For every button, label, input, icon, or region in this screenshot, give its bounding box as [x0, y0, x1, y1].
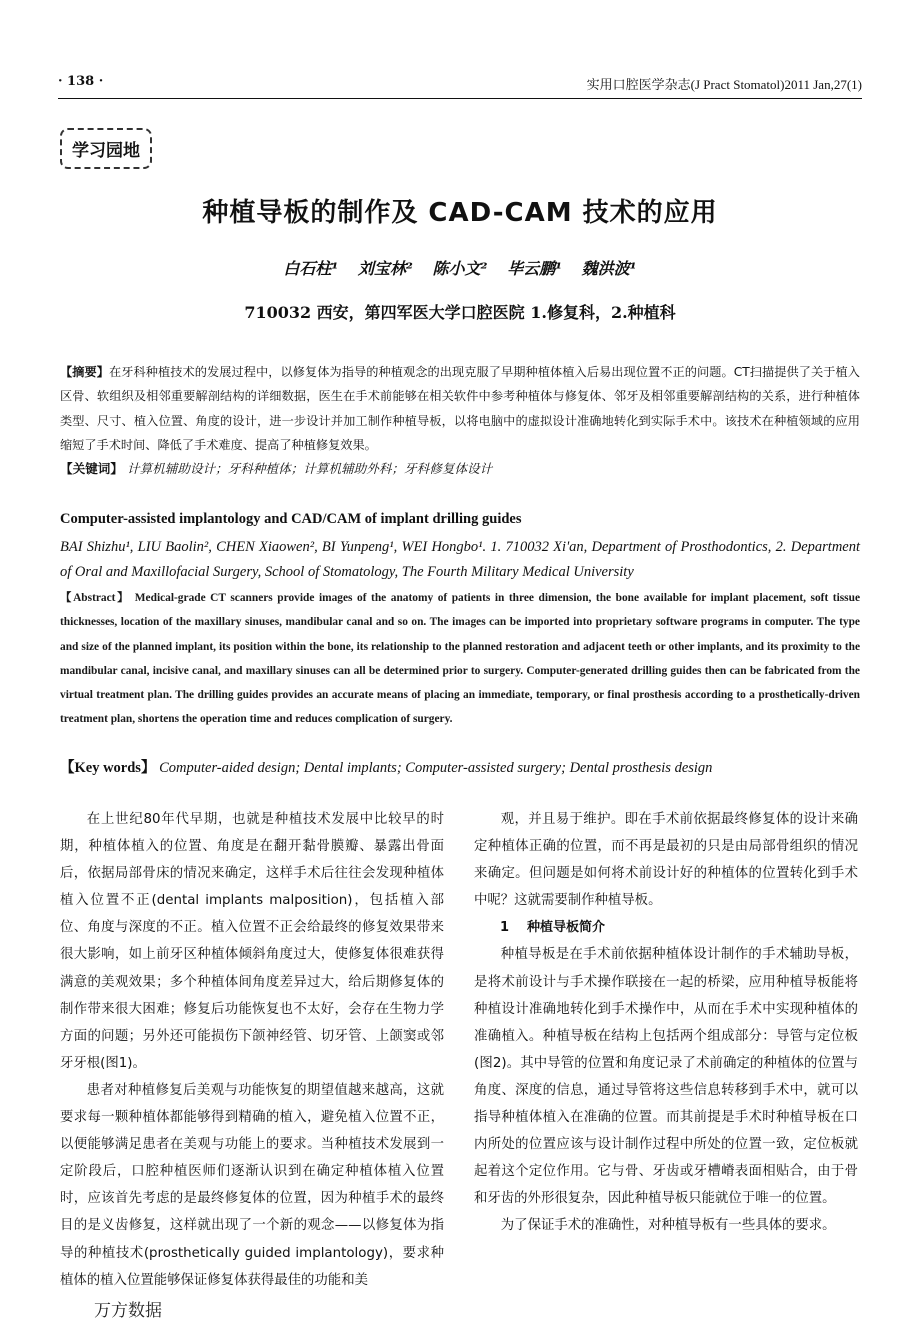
watermark: 万方数据 [94, 1301, 162, 1321]
body-paragraph: 种植导板是在手术前依据种植体设计制作的手术辅助导板，是将术前设计与手术操作联接在一起的桥梁，应用种植导板能将种植设计准确地转化到手术操作中，从而在手术中实现种植体的准确植入。种植导板在结构上包括两个组成部分：导管与定位板(图2)。其中导管的位置和角度记录了术前确定的种植体的位置与角度、深度的信息，通过导管将这些信息转移到手术中，就可以指导种植体植入在准确的位置。而其前提是手术时种植导板在口内所处的位置应该与设计制作过程中所处的位置一致，定位板就起着这个定位作用。它与骨、牙齿或牙槽嵴表面相贴合，由于骨和牙齿的外形很复杂，因此种植导板只能就位于唯一的位置。 [474, 947, 858, 1207]
section-heading [474, 914, 858, 941]
chinese-keywords [60, 458, 860, 480]
running-header [58, 74, 862, 96]
page-number: · 138 · [58, 74, 104, 89]
body-paragraph: 观，并且易于维护。即在手术前依据最终修复体的设计来确定种植体正确的位置，而不再是最初的只是由局部骨组织的情况来确定。但问题是如何将术前设计好的种植体的位置转化到手术中呢？这就需要制作种植导板。 [474, 812, 858, 909]
english-abstract-label: 【Abstract】 [60, 592, 131, 604]
english-abstract-text: Medical-grade CT scanners provide images of the anatomy of patients in three dimension, the bone available for implant placement, soft tissue thicknesses, location of the maxillary sinuses, mandibular canal and so on. The images can be imported into proprietary software programs in computer. The type and size of the planned implant, its position within the bone, its relationship to the planned restoration and adjacent teeth or other implants, and its proximity to the mandibular canal, incisive canal, and maxillary sinuses can all be determined prior to surgery. Computer-generated drilling guides then can be fabricated from the virtual treatment plan. The drilling guides provides an accurate means of placing an immediate, temporary, or final prosthesis according to a prosthetically-driven treatment plan, shortens the operation time and reduces complication of surgery. [60, 592, 861, 726]
body-column-right [474, 806, 858, 1240]
abstract-text: 在牙科种植技术的发展过程中，以修复体为指导的种植观念的出现克服了早期种植体植入后易出现位置不正的问题。CT扫描提供了关于植入区骨、软组织及相邻重要解剖结构的详细数据，医生在手术前能够在相关软件中参考种植体与修复体、邻牙及相邻重要解剖结构的关系，进行种植体类型、尺寸、植入位置、角度的设计，进一步设计并加工制作种植导板，以将电脑中的虚拟设计准确地转化到实际手术中。该技术在种植领域的应用缩短了手术时间、降低了手术难度、提高了种植修复效果。 [60, 365, 860, 452]
keywords-label: 【关键词】 [60, 461, 123, 476]
english-abstract [60, 586, 860, 732]
journal-citation: 实用口腔医学杂志(J Pract Stomatol)2011 Jan,27(1) [586, 77, 862, 92]
section-number: 1 [500, 920, 510, 936]
section-tag: 学习园地 [60, 128, 152, 169]
header-rule [58, 98, 862, 99]
english-keywords-label: 【Key words】 [60, 760, 156, 776]
section-title: 种植导板简介 [527, 920, 606, 936]
english-title: Computer-assisted implantology and CAD/CAM of implant drilling guides [60, 511, 522, 527]
english-keywords-text: Computer-aided design; Dental implants; Computer-assisted surgery; Dental prosthesis design [159, 760, 713, 776]
chinese-abstract [60, 360, 860, 457]
abstract-label: 【摘要】 [60, 365, 110, 379]
body-column-left [60, 806, 444, 1294]
english-keywords [60, 756, 860, 777]
affiliation: 710032 西安，第四军医大学口腔医院 1.修复科，2.种植科 [244, 303, 676, 322]
body-paragraph: 为了保证手术的准确性，对种植导板有一些具体的要求。 [500, 1218, 836, 1234]
keywords-text: 计算机辅助设计；牙科种植体；计算机辅助外科；牙科修复体设计 [126, 461, 493, 476]
body-paragraph: 患者对种植修复后美观与功能恢复的期望值越来越高，这就要求每一颗种植体都能够得到精确的植入，避免植入位置不正，以便能够满足患者在美观与功能上的要求。当种植技术发展到一定阶段后，口腔种植医师们逐渐认识到在确定种植体植入位置时，应该首先考虑的是最终修复体的位置，因为种植手术的最终目的是义齿修复，这样就出现了一个新的观念——以修复体为指导的种植技术(prosthetically guided implantology)，要求种植体的植入位置能够保证修复体获得最佳的功能和美 [60, 1082, 444, 1288]
english-authors: BAI Shizhu¹, LIU Baolin², CHEN Xiaowen², BI Yunpeng¹, WEI Hongbo¹. 1. 710032 Xi'an, Department of Prosthodontics, 2. Department of Oral and Maxillofacial Surgery, School of Stomatology, The Fourth Military Medical University [60, 539, 860, 580]
author-list: 白石柱¹ 刘宝林² 陈小文² 毕云鹏¹ 魏洪波¹ [283, 259, 637, 278]
article-title: 种植导板的制作及 CAD-CAM 技术的应用 [202, 198, 718, 228]
body-paragraph: 在上世纪80年代早期，也就是种植技术发展中比较早的时期，种植体植入的位置、角度是在翻开黏骨膜瓣、暴露出骨面后，依据局部骨床的情况来确定，这样手术后往往会发现种植体植入位置不正(dental implants malposition)，包括植入部位、角度与深度的不正。植入位置不正会给最终的修复效果带来很大影响，如上前牙区种植体倾斜角度过大，使修复体很难获得满意的美观效果；多个种植体间角度差异过大，给后期修复体的制作带来很大困难；修复后功能恢复也不太好，会存在生物力学方面的问题；另外还可能损伤下颌神经管、切牙管、上颌窦或邻牙牙根(图1)。 [60, 812, 444, 1071]
